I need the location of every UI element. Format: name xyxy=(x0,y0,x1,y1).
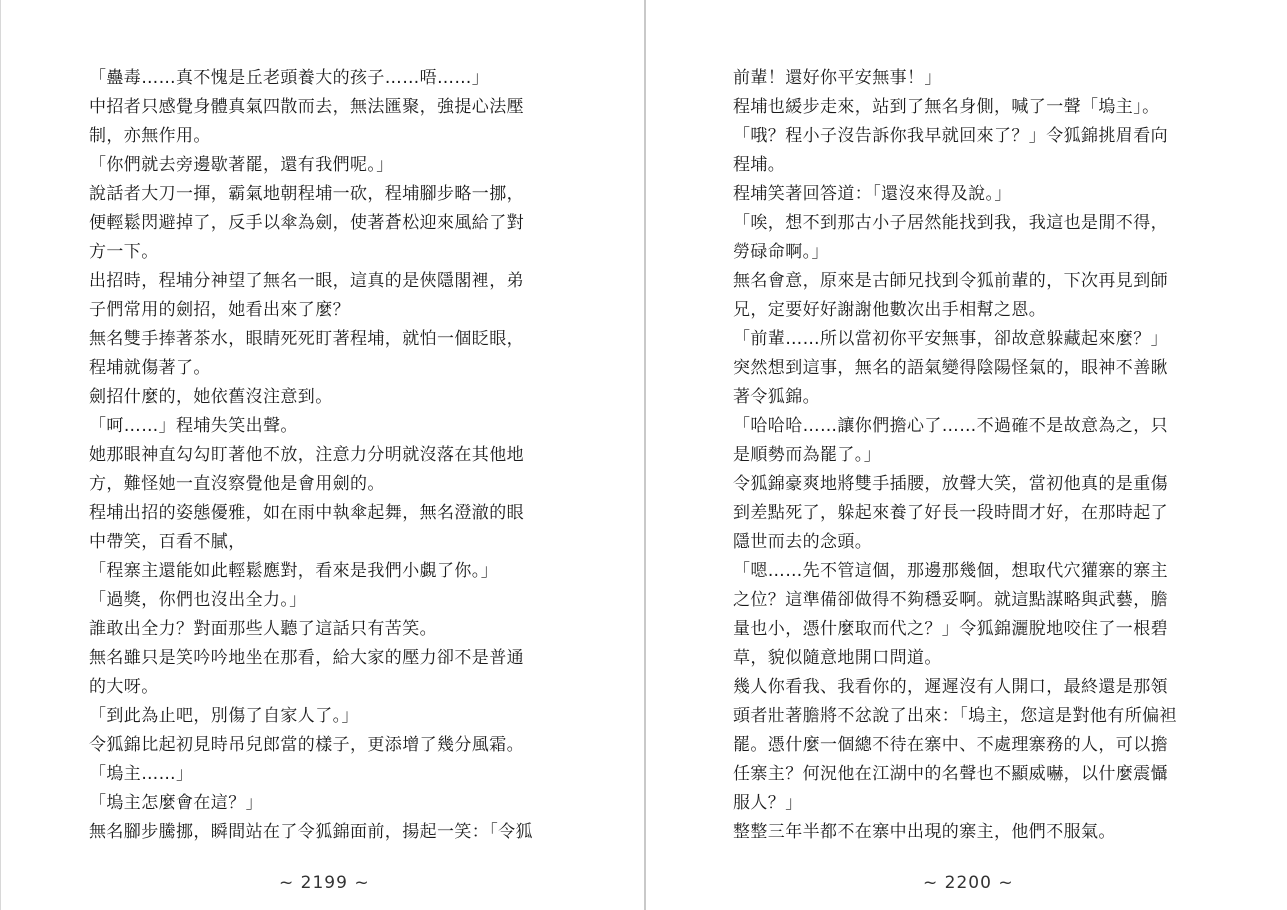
text-line: 制，亦無作用。 xyxy=(89,126,211,146)
text-line: 「前輩……所以當初你平安無事，卻故意躲藏起來麼？」 xyxy=(733,329,1168,349)
text-line: 無名會意，原來是古師兄找到令狐前輩的，下次再見到師 xyxy=(733,271,1168,291)
text-line: 「塢主怎麼會在這？」 xyxy=(89,793,263,813)
text-line: 「到此為止吧，別傷了自家人了。」 xyxy=(89,706,359,726)
text-line: 「過獎，你們也沒出全力。」 xyxy=(89,590,307,610)
text-line: 出招時，程埔分神望了無名一眼，這真的是俠隱閣裡，弟 xyxy=(89,271,524,291)
right-page-number: ~ 2200 ~ xyxy=(923,873,1014,893)
text-line: 程埔也緩步走來，站到了無名身側，喊了一聲「塢主」。 xyxy=(733,97,1160,117)
text-line: 無名腳步騰挪，瞬間站在了令狐錦面前，揚起一笑：「令狐 xyxy=(89,822,533,842)
text-line: 「唉，想不到那古小子居然能找到我，我這也是閒不得， xyxy=(733,213,1168,233)
right-page-text xyxy=(733,64,1208,847)
text-line: 無名雖只是笑吟吟地坐在那看，給大家的壓力卻不是普通 xyxy=(89,648,524,668)
text-line: 隱世而去的念頭。 xyxy=(733,532,873,552)
text-line: 程埔笑著回答道：「還沒來得及說。」 xyxy=(733,184,1012,204)
text-line: 勞碌命啊。」 xyxy=(733,242,829,262)
text-line: 突然想到這事，無名的語氣變得陰陽怪氣的，眼神不善瞅 xyxy=(733,358,1168,378)
text-line: 無名雙手捧著茶水，眼睛死死盯著程埔，就怕一個眨眼， xyxy=(89,329,524,349)
text-line: 兄，定要好好謝謝他數次出手相幫之恩。 xyxy=(733,300,1047,320)
text-line: 量也小，憑什麼取而代之？」令狐錦灑脫地咬住了一根碧 xyxy=(733,619,1168,639)
text-line: 方，難怪她一直沒察覺他是會用劍的。 xyxy=(89,474,385,494)
text-line: 「程寨主還能如此輕鬆應對，看來是我們小覷了你。」 xyxy=(89,561,499,581)
text-line: 程埔。 xyxy=(733,155,786,175)
text-line: 的大呀。 xyxy=(89,677,159,697)
text-line: 「蠱毒……真不愧是丘老頭養大的孩子……唔……」 xyxy=(89,68,490,88)
text-line: 「你們就去旁邊歇著罷，還有我們呢。」 xyxy=(89,155,394,175)
text-line: 罷。憑什麼一個總不待在寨中、不處理寨務的人，可以擔 xyxy=(733,735,1168,755)
text-line: 便輕鬆閃避掉了，反手以傘為劍，使著蒼松迎來風給了對 xyxy=(89,213,524,233)
text-line: 草，貌似隨意地開口問道。 xyxy=(733,648,942,668)
text-line: 任寨主？何況他在江湖中的名聲也不顯威嚇，以什麼震懾 xyxy=(733,764,1168,784)
text-line: 之位？這準備卻做得不夠穩妥啊。就這點謀略與武藝，膽 xyxy=(733,590,1168,610)
text-line: 幾人你看我、我看你的，遲遲沒有人開口，最終還是那領 xyxy=(733,677,1168,697)
text-line: 子們常用的劍招，她看出來了麼？ xyxy=(89,300,350,320)
text-line: 整整三年半都不在寨中出現的寨主，他們不服氣。 xyxy=(733,822,1116,842)
text-line: 「哦？程小子沒告訴你我早就回來了？」令狐錦挑眉看向 xyxy=(733,126,1168,146)
text-line: 著令狐錦。 xyxy=(733,387,820,407)
text-line: 方一下。 xyxy=(89,242,159,262)
text-line: 中帶笑，百看不膩， xyxy=(89,532,246,552)
text-line: 令狐錦比起初見時吊兒郎當的樣子，更添增了幾分風霜。 xyxy=(89,735,524,755)
text-line: 誰敢出全力？對面那些人聽了這話只有苦笑。 xyxy=(89,619,437,639)
text-line: 「哈哈哈……讓你們擔心了……不過確不是故意為之，只 xyxy=(733,416,1168,436)
text-line: 劍招什麼的，她依舊沒注意到。 xyxy=(89,387,333,407)
left-page-number: ~ 2199 ~ xyxy=(279,873,370,893)
text-line: 頭者壯著膽將不忿說了出來：「塢主，您這是對他有所偏袒 xyxy=(733,706,1177,726)
text-line: 她那眼神直勾勾盯著他不放，注意力分明就沒落在其他地 xyxy=(89,445,524,465)
text-line: 「嗯……先不管這個，那邊那幾個，想取代穴獾寨的寨主 xyxy=(733,561,1168,581)
text-line: 令狐錦豪爽地將雙手插腰，放聲大笑，當初他真的是重傷 xyxy=(733,474,1168,494)
text-line: 程埔出招的姿態優雅，如在雨中執傘起舞，無名澄澈的眼 xyxy=(89,503,524,523)
text-line: 說話者大刀一揮，霸氣地朝程埔一砍，程埔腳步略一挪， xyxy=(89,184,524,204)
text-line: 程埔就傷著了。 xyxy=(89,358,211,378)
text-line: 服人？」 xyxy=(733,793,803,813)
text-line: 到差點死了，躲起來養了好長一段時間才好，在那時起了 xyxy=(733,503,1168,523)
text-line: 前輩！還好你平安無事！」 xyxy=(733,68,942,88)
text-line: 是順勢而為罷了。」 xyxy=(733,445,882,465)
text-line: 中招者只感覺身體真氣四散而去，無法匯聚，強提心法壓 xyxy=(89,97,524,117)
text-line: 「塢主……」 xyxy=(89,764,194,784)
text-line: 「呵……」程埔失笑出聲。 xyxy=(89,416,298,436)
